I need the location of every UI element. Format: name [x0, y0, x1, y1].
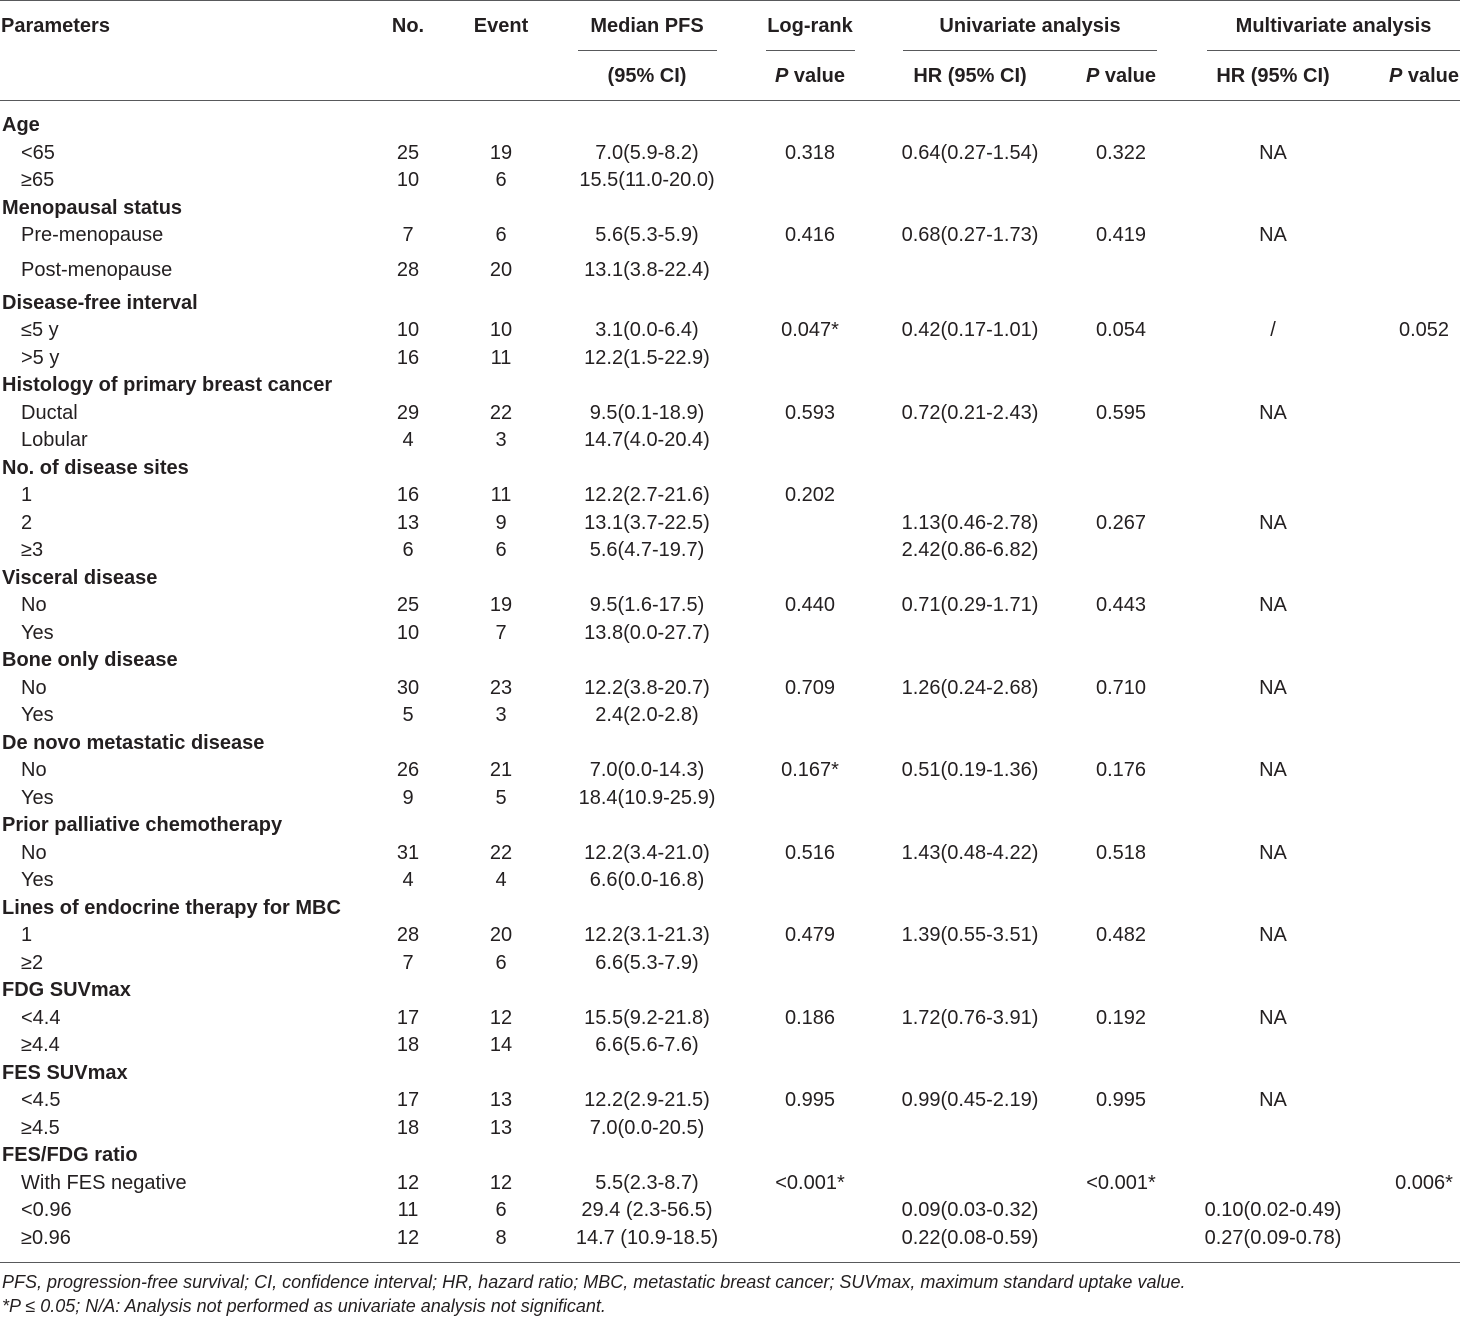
parameter-label: Yes — [21, 704, 54, 726]
event-cell: 6 — [495, 539, 507, 561]
no-cell: 18 — [396, 1034, 420, 1056]
univariate-p-cell: 0.518 — [1095, 841, 1147, 864]
event-cell: 11 — [490, 484, 512, 506]
multivariate-hr-cell: NA — [1259, 594, 1287, 616]
header-univariate-p-value — [1076, 62, 1166, 90]
event-cell: 12 — [489, 1006, 513, 1029]
table-row — [0, 317, 1460, 345]
event-cell: 19 — [489, 141, 513, 164]
table-row — [0, 702, 1460, 730]
median-pfs-cell: 3.1(0.0-6.4) — [595, 319, 699, 341]
median-pfs-cell: 12.2(3.1-21.3) — [584, 924, 710, 946]
parameter-label: <4.4 — [21, 1006, 61, 1029]
univariate-p-cell: 0.054 — [1095, 319, 1147, 341]
table-row — [0, 785, 1460, 813]
univariate-p-cell: 0.176 — [1095, 759, 1147, 781]
univariate-hr-cell: 1.72(0.76-3.91) — [901, 1006, 1039, 1029]
median-pfs-cell: 13.8(0.0-27.7) — [584, 621, 710, 644]
univariate-hr-cell: 2.42(0.86-6.82) — [901, 539, 1039, 561]
median-pfs-cell: 18.4(10.9-25.9) — [578, 786, 716, 809]
p-symbol: P — [1388, 65, 1403, 87]
table-row — [0, 950, 1460, 978]
median-pfs-cell: 5.5(2.3-8.7) — [595, 1171, 699, 1194]
log-rank-p-cell: 0.995 — [784, 1089, 836, 1111]
univariate-hr-cell: 0.72(0.21-2.43) — [901, 401, 1039, 424]
no-cell: 28 — [396, 924, 420, 946]
log-rank-p-cell: 0.186 — [784, 1006, 836, 1029]
table-row — [0, 1225, 1460, 1253]
parameter-label: No — [21, 594, 47, 616]
median-pfs-cell: 12.2(3.8-20.7) — [584, 676, 710, 699]
table-row — [0, 167, 1460, 195]
median-pfs-cell: 7.0(0.0-14.3) — [589, 759, 705, 781]
multivariate-hr-cell: NA — [1259, 1006, 1287, 1029]
univariate-header-rule — [903, 50, 1157, 51]
parameter-label: Yes — [21, 869, 54, 891]
median-pfs-cell: 13.1(3.8-22.4) — [584, 258, 710, 281]
log-rank-p-cell: 0.202 — [784, 484, 836, 506]
parameter-label: Ductal — [21, 401, 78, 424]
parameter-label: No — [21, 841, 47, 864]
univariate-p-cell: <0.001* — [1086, 1171, 1156, 1194]
group-row — [0, 290, 1460, 318]
p-value-word: value — [788, 65, 846, 87]
event-cell: 23 — [489, 676, 513, 699]
table-bottom-rule — [0, 1262, 1460, 1263]
log-rank-p-cell: 0.593 — [784, 401, 836, 424]
table-row — [0, 510, 1460, 538]
header-univariate-hr: HR (95% CI) — [913, 65, 1027, 87]
table-row — [0, 1197, 1460, 1225]
median-pfs-cell: 12.2(2.9-21.5) — [584, 1089, 710, 1111]
event-cell: 20 — [489, 258, 513, 281]
header-row-2 — [0, 62, 1460, 90]
no-cell: 16 — [396, 484, 420, 506]
median-pfs-cell: 15.5(9.2-21.8) — [584, 1006, 710, 1029]
median-pfs-cell: 12.2(3.4-21.0) — [584, 841, 710, 864]
parameter-label: ≥4.5 — [21, 1116, 60, 1139]
parameter-label: ≥0.96 — [21, 1226, 71, 1249]
univariate-hr-cell: 1.43(0.48-4.22) — [901, 841, 1039, 864]
header-median-pfs-ci: (95% CI) — [607, 65, 687, 87]
event-cell: 20 — [489, 924, 513, 946]
header-bottom-rule — [0, 100, 1460, 101]
table-row — [0, 140, 1460, 168]
parameter-label: <65 — [21, 141, 55, 164]
table-row — [0, 840, 1460, 868]
group-row — [0, 647, 1460, 675]
univariate-hr-cell: 1.26(0.24-2.68) — [901, 676, 1039, 699]
group-label: Bone only disease — [2, 649, 178, 671]
event-cell: 6 — [495, 169, 507, 191]
univariate-p-cell: 0.267 — [1095, 511, 1147, 534]
header-log-rank: Log-rank — [767, 15, 853, 37]
group-row — [0, 565, 1460, 593]
no-cell: 5 — [402, 704, 414, 726]
header-multivariate-analysis: Multivariate analysis — [1235, 15, 1432, 37]
table-row — [0, 922, 1460, 950]
no-cell: 29 — [396, 401, 420, 424]
table-row — [0, 620, 1460, 648]
p-value-word: value — [1402, 65, 1460, 87]
footnote-significance: *P ≤ 0.05; N/A: Analysis not performed as univariate analysis not significant. — [2, 1296, 606, 1316]
univariate-hr-cell: 0.99(0.45-2.19) — [901, 1089, 1039, 1111]
multivariate-hr-cell: / — [1270, 319, 1276, 341]
p-symbol: P — [774, 65, 789, 87]
header-multivariate-hr: HR (95% CI) — [1216, 65, 1330, 87]
event-cell: 8 — [495, 1226, 507, 1249]
no-cell: 31 — [396, 841, 420, 864]
univariate-p-cell: 0.192 — [1095, 1006, 1147, 1029]
univariate-hr-cell: 0.71(0.29-1.71) — [901, 594, 1039, 616]
multivariate-hr-cell: NA — [1259, 511, 1287, 534]
parameter-label: 1 — [21, 484, 33, 506]
parameter-label: Yes — [21, 621, 54, 644]
table-body — [0, 112, 1460, 1252]
log-rank-p-cell: 0.516 — [784, 841, 836, 864]
table-row — [0, 400, 1460, 428]
median-pfs-header-rule — [578, 50, 717, 51]
table-row — [0, 482, 1460, 510]
event-cell: 7 — [495, 621, 507, 644]
event-cell: 19 — [489, 594, 513, 616]
multivariate-hr-cell: 0.27(0.09-0.78) — [1204, 1226, 1342, 1249]
event-cell: 6 — [495, 951, 507, 974]
no-cell: 13 — [396, 511, 420, 534]
univariate-hr-cell: 0.68(0.27-1.73) — [901, 224, 1039, 246]
log-rank-p-cell: 0.416 — [784, 224, 836, 246]
no-cell: 12 — [396, 1226, 420, 1249]
no-cell: 6 — [402, 539, 414, 561]
multivariate-hr-cell: NA — [1259, 759, 1287, 781]
univariate-hr-cell: 0.22(0.08-0.59) — [901, 1226, 1039, 1249]
table-row — [0, 675, 1460, 703]
event-cell: 13 — [489, 1116, 513, 1139]
group-label: Age — [2, 114, 40, 136]
univariate-hr-cell: 0.09(0.03-0.32) — [901, 1199, 1039, 1221]
univariate-hr-cell: 0.64(0.27-1.54) — [901, 141, 1039, 164]
no-cell: 17 — [396, 1089, 420, 1111]
event-cell: 3 — [495, 704, 507, 726]
median-pfs-cell: 7.0(0.0-20.5) — [589, 1116, 705, 1139]
parameter-label: With FES negative — [21, 1171, 187, 1194]
table-row — [0, 537, 1460, 565]
group-row — [0, 895, 1460, 923]
median-pfs-cell: 9.5(1.6-17.5) — [589, 594, 705, 616]
group-row — [0, 1142, 1460, 1170]
log-rank-p-cell: 0.318 — [784, 141, 836, 164]
median-pfs-cell: 14.7(4.0-20.4) — [584, 429, 710, 451]
group-label: FES/FDG ratio — [2, 1144, 138, 1166]
header-parameters: Parameters — [1, 15, 110, 37]
header-event: Event — [473, 15, 529, 37]
header-multivariate-p-value — [1388, 62, 1460, 90]
table-row — [0, 345, 1460, 373]
log-rank-p-cell: 0.047* — [781, 319, 839, 341]
table-row — [0, 1005, 1460, 1033]
event-cell: 9 — [495, 511, 507, 534]
no-cell: 12 — [396, 1171, 420, 1194]
table-row — [0, 427, 1460, 455]
median-pfs-cell: 14.7 (10.9-18.5) — [575, 1226, 719, 1249]
univariate-p-cell: 0.419 — [1095, 224, 1147, 246]
parameter-label: Lobular — [21, 429, 88, 451]
footnote-abbreviations: PFS, progression-free survival; CI, confidence interval; HR, hazard ratio; MBC, metastatic breast cancer; SUVmax, maximum standard uptake value. — [2, 1272, 1186, 1292]
group-row — [0, 455, 1460, 483]
multivariate-hr-cell: NA — [1259, 224, 1287, 246]
event-cell: 11 — [490, 346, 512, 369]
event-cell: 3 — [495, 429, 507, 451]
table-row — [0, 222, 1460, 250]
table-row — [0, 867, 1460, 895]
parameter-label: <4.5 — [21, 1089, 61, 1111]
median-pfs-cell: 5.6(4.7-19.7) — [589, 539, 705, 561]
group-label: Disease-free interval — [2, 291, 198, 314]
table-row — [0, 1032, 1460, 1060]
group-label: Histology of primary breast cancer — [2, 374, 333, 396]
event-cell: 12 — [489, 1171, 513, 1194]
event-cell: 22 — [489, 401, 513, 424]
group-label: Visceral disease — [2, 566, 158, 589]
parameter-label: Yes — [21, 786, 54, 809]
event-cell: 13 — [489, 1089, 513, 1111]
group-label: No. of disease sites — [2, 456, 189, 479]
log-rank-p-cell: 0.440 — [784, 594, 836, 616]
parameter-label: ≥65 — [21, 169, 55, 191]
no-cell: 4 — [402, 429, 414, 451]
univariate-p-cell: 0.995 — [1095, 1089, 1147, 1111]
multivariate-hr-cell: NA — [1259, 1089, 1287, 1111]
parameter-label: <0.96 — [21, 1199, 72, 1221]
median-pfs-cell: 12.2(2.7-21.6) — [584, 484, 710, 506]
parameter-label: ≤5 y — [21, 319, 59, 341]
univariate-hr-cell: 1.39(0.55-3.51) — [901, 924, 1039, 946]
no-cell: 26 — [396, 759, 420, 781]
parameter-label: Post-menopause — [21, 258, 173, 281]
event-cell: 6 — [495, 224, 507, 246]
univariate-p-cell: 0.482 — [1095, 924, 1147, 946]
multivariate-hr-cell: NA — [1259, 924, 1287, 946]
group-row — [0, 195, 1460, 223]
no-cell: 16 — [396, 346, 420, 369]
parameter-label: 2 — [21, 511, 33, 534]
no-cell: 17 — [396, 1006, 420, 1029]
multivariate-p-cell: 0.052 — [1398, 319, 1450, 341]
header-median-pfs: Median PFS — [590, 15, 704, 37]
univariate-hr-cell: 1.13(0.46-2.78) — [901, 511, 1039, 534]
event-cell: 10 — [489, 319, 513, 341]
parameter-label: ≥2 — [21, 951, 44, 974]
event-cell: 5 — [495, 786, 507, 809]
group-row — [0, 112, 1460, 140]
no-cell: 18 — [396, 1116, 420, 1139]
no-cell: 10 — [396, 621, 420, 644]
univariate-hr-cell: 0.42(0.17-1.01) — [901, 319, 1039, 341]
log-rank-p-cell: 0.479 — [784, 924, 836, 946]
median-pfs-cell: 12.2(1.5-22.9) — [584, 346, 710, 369]
group-row — [0, 372, 1460, 400]
no-cell: 9 — [402, 786, 414, 809]
median-pfs-cell: 29.4 (2.3-56.5) — [581, 1199, 713, 1221]
group-label: Prior palliative chemotherapy — [2, 814, 283, 836]
log-rank-p-cell: 0.167* — [781, 759, 839, 781]
event-cell: 6 — [495, 1199, 507, 1221]
p-value-word: value — [1099, 65, 1157, 87]
multivariate-hr-cell: NA — [1259, 841, 1287, 864]
median-pfs-cell: 6.6(5.6-7.6) — [595, 1034, 699, 1056]
event-cell: 14 — [489, 1034, 513, 1056]
median-pfs-cell: 7.0(5.9-8.2) — [595, 141, 699, 164]
no-cell: 28 — [396, 258, 420, 281]
header-no: No. — [391, 15, 425, 37]
group-label: Lines of endocrine therapy for MBC — [2, 896, 341, 919]
parameter-label: ≥4.4 — [21, 1034, 60, 1056]
parameter-label: 1 — [21, 924, 33, 946]
header-log-rank-p-value — [760, 62, 860, 90]
univariate-p-cell: 0.443 — [1095, 594, 1147, 616]
multivariate-hr-cell: NA — [1259, 401, 1287, 424]
p-symbol: P — [1085, 65, 1100, 87]
multivariate-hr-cell: NA — [1259, 141, 1287, 164]
univariate-hr-cell: 0.51(0.19-1.36) — [901, 759, 1039, 781]
group-label: Menopausal status — [2, 196, 183, 219]
log-rank-p-cell: <0.001* — [775, 1171, 845, 1194]
no-cell: 10 — [396, 319, 420, 341]
no-cell: 25 — [396, 141, 420, 164]
group-row — [0, 1060, 1460, 1088]
median-pfs-cell: 5.6(5.3-5.9) — [595, 224, 699, 246]
univariate-p-cell: 0.322 — [1095, 141, 1147, 164]
median-pfs-cell: 6.6(0.0-16.8) — [589, 869, 705, 891]
univariate-p-cell: 0.595 — [1095, 401, 1147, 424]
table-row — [0, 757, 1460, 785]
multivariate-hr-cell: 0.10(0.02-0.49) — [1204, 1199, 1342, 1221]
table-row — [0, 1115, 1460, 1143]
event-cell: 22 — [489, 841, 513, 864]
no-cell: 4 — [402, 869, 414, 891]
header-row-1 — [0, 12, 1460, 40]
median-pfs-cell: 13.1(3.7-22.5) — [584, 511, 710, 534]
group-row — [0, 977, 1460, 1005]
log-rank-p-cell: 0.709 — [784, 676, 836, 699]
group-row — [0, 730, 1460, 758]
parameter-label: ≥3 — [21, 539, 44, 561]
event-cell: 21 — [489, 759, 513, 781]
parameter-label: Pre-menopause — [21, 224, 164, 246]
no-cell: 10 — [396, 169, 420, 191]
no-cell: 11 — [397, 1199, 419, 1221]
group-label: De novo metastatic disease — [2, 731, 265, 754]
parameter-label: No — [21, 676, 47, 699]
table-row — [0, 1087, 1460, 1115]
no-cell: 30 — [396, 676, 420, 699]
multivariate-p-cell: 0.006* — [1395, 1171, 1453, 1194]
table-row — [0, 250, 1460, 290]
table-top-rule — [0, 0, 1460, 1]
table-row — [0, 1170, 1460, 1198]
median-pfs-cell: 15.5(11.0-20.0) — [579, 169, 715, 191]
group-label: FDG SUVmax — [2, 979, 131, 1001]
group-row — [0, 812, 1460, 840]
multivariate-hr-cell: NA — [1259, 676, 1287, 699]
univariate-p-cell: 0.710 — [1095, 676, 1147, 699]
median-pfs-cell: 2.4(2.0-2.8) — [595, 704, 699, 726]
header-univariate-analysis: Univariate analysis — [939, 15, 1121, 37]
parameter-label: No — [21, 759, 47, 781]
no-cell: 7 — [402, 224, 414, 246]
table-row — [0, 592, 1460, 620]
median-pfs-cell: 6.6(5.3-7.9) — [595, 951, 699, 974]
no-cell: 7 — [402, 951, 414, 974]
parameter-label: >5 y — [21, 346, 60, 369]
event-cell: 4 — [495, 869, 507, 891]
group-label: FES SUVmax — [2, 1061, 128, 1084]
no-cell: 25 — [396, 594, 420, 616]
multivariate-header-rule — [1207, 50, 1460, 51]
median-pfs-cell: 9.5(0.1-18.9) — [589, 401, 705, 424]
log-rank-header-rule — [766, 50, 855, 51]
